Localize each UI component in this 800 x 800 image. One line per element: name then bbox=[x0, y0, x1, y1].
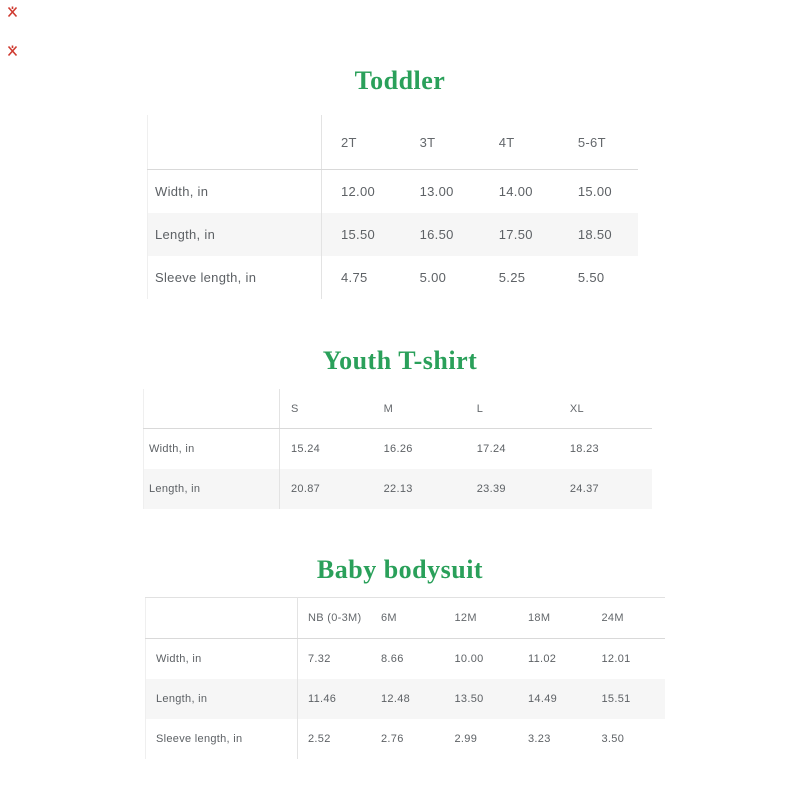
size-value-cell: 15.51 bbox=[601, 693, 631, 705]
column-header: 12M bbox=[445, 598, 519, 639]
size-value-cell: 11.46 bbox=[308, 693, 337, 705]
size-value-cell: 17.24 bbox=[476, 443, 506, 455]
column-header: S bbox=[280, 389, 373, 429]
section-youth-tshirt bbox=[0, 346, 800, 509]
broken-image-icon bbox=[7, 44, 18, 62]
column-header: 2T bbox=[322, 115, 401, 170]
column-header: NB (0-3M) bbox=[298, 598, 372, 639]
size-value-cell: 7.32 bbox=[308, 653, 331, 665]
size-value-cell: 5.00 bbox=[419, 270, 447, 285]
size-value-cell: 2.52 bbox=[308, 733, 331, 745]
header-row bbox=[148, 115, 639, 170]
header-row bbox=[144, 389, 653, 429]
row-label: Width, in bbox=[146, 639, 298, 680]
table-row bbox=[146, 639, 666, 680]
size-value-cell: 3.23 bbox=[528, 733, 551, 745]
size-value-cell: 10.00 bbox=[454, 653, 484, 665]
size-value-cell: 8.66 bbox=[381, 653, 404, 665]
size-value-cell: 2.76 bbox=[381, 733, 404, 745]
section-baby-bodysuit bbox=[0, 555, 800, 759]
table-row bbox=[148, 170, 639, 214]
size-value-cell: 12.00 bbox=[341, 184, 376, 199]
section-title: Toddler bbox=[354, 66, 446, 95]
broken-image-icon bbox=[7, 5, 18, 23]
corner-cell bbox=[144, 389, 280, 429]
size-value-cell: 15.50 bbox=[341, 227, 376, 242]
size-value-cell: 24.37 bbox=[569, 483, 599, 495]
table-row bbox=[148, 213, 639, 256]
size-value-cell: 3.50 bbox=[601, 733, 625, 745]
column-header: 6M bbox=[371, 598, 445, 639]
header-row bbox=[146, 598, 666, 639]
size-value-cell: 23.39 bbox=[476, 483, 506, 495]
section-title: Baby bodysuit bbox=[316, 555, 484, 584]
row-label: Sleeve length, in bbox=[148, 256, 322, 299]
size-value-cell: 14.49 bbox=[528, 693, 558, 705]
column-header: 3T bbox=[401, 115, 480, 170]
size-value-cell: 13.50 bbox=[454, 693, 484, 705]
column-header: M bbox=[373, 389, 466, 429]
row-label: Width, in bbox=[144, 429, 280, 470]
size-value-cell: 18.23 bbox=[569, 443, 599, 455]
size-value-cell: 5.25 bbox=[498, 270, 526, 285]
size-value-cell: 18.50 bbox=[577, 227, 612, 242]
size-value-cell: 20.87 bbox=[291, 483, 321, 495]
row-label: Length, in bbox=[146, 679, 298, 719]
size-value-cell: 22.13 bbox=[383, 483, 413, 495]
row-label: Length, in bbox=[148, 213, 322, 256]
corner-cell bbox=[146, 598, 298, 639]
size-value-cell: 11.02 bbox=[528, 653, 557, 665]
size-value-cell: 13.00 bbox=[419, 184, 454, 199]
column-header: 4T bbox=[480, 115, 559, 170]
row-label: Sleeve length, in bbox=[146, 719, 298, 759]
baby-bodysuit-size-table bbox=[145, 597, 665, 759]
size-value-cell: 12.48 bbox=[381, 693, 411, 705]
corner-cell bbox=[148, 115, 322, 170]
size-value-cell: 16.26 bbox=[383, 443, 413, 455]
table-row bbox=[144, 469, 653, 509]
section-title: Youth T-shirt bbox=[322, 346, 478, 375]
column-header: 5-6T bbox=[559, 115, 638, 170]
size-value-cell: 16.50 bbox=[419, 227, 454, 242]
table-row bbox=[146, 679, 666, 719]
toddler-size-table bbox=[147, 115, 638, 299]
table-row bbox=[148, 256, 639, 299]
column-header: 18M bbox=[518, 598, 592, 639]
size-value-cell: 17.50 bbox=[498, 227, 533, 242]
section-toddler bbox=[0, 66, 800, 299]
size-value-cell: 15.24 bbox=[291, 443, 321, 455]
size-value-cell: 2.99 bbox=[454, 733, 478, 745]
size-value-cell: 5.50 bbox=[577, 270, 605, 285]
size-value-cell: 4.75 bbox=[341, 270, 368, 285]
size-value-cell: 14.00 bbox=[498, 184, 533, 199]
row-label: Length, in bbox=[144, 469, 280, 509]
size-value-cell: 12.01 bbox=[601, 653, 631, 665]
table-row bbox=[146, 719, 666, 759]
table-row bbox=[144, 429, 653, 470]
row-label: Width, in bbox=[148, 170, 322, 214]
youth-tshirt-size-table bbox=[143, 389, 652, 509]
column-header: L bbox=[466, 389, 559, 429]
column-header: 24M bbox=[592, 598, 666, 639]
corner-marks bbox=[7, 5, 18, 83]
column-header: XL bbox=[559, 389, 652, 429]
size-value-cell: 15.00 bbox=[577, 184, 612, 199]
